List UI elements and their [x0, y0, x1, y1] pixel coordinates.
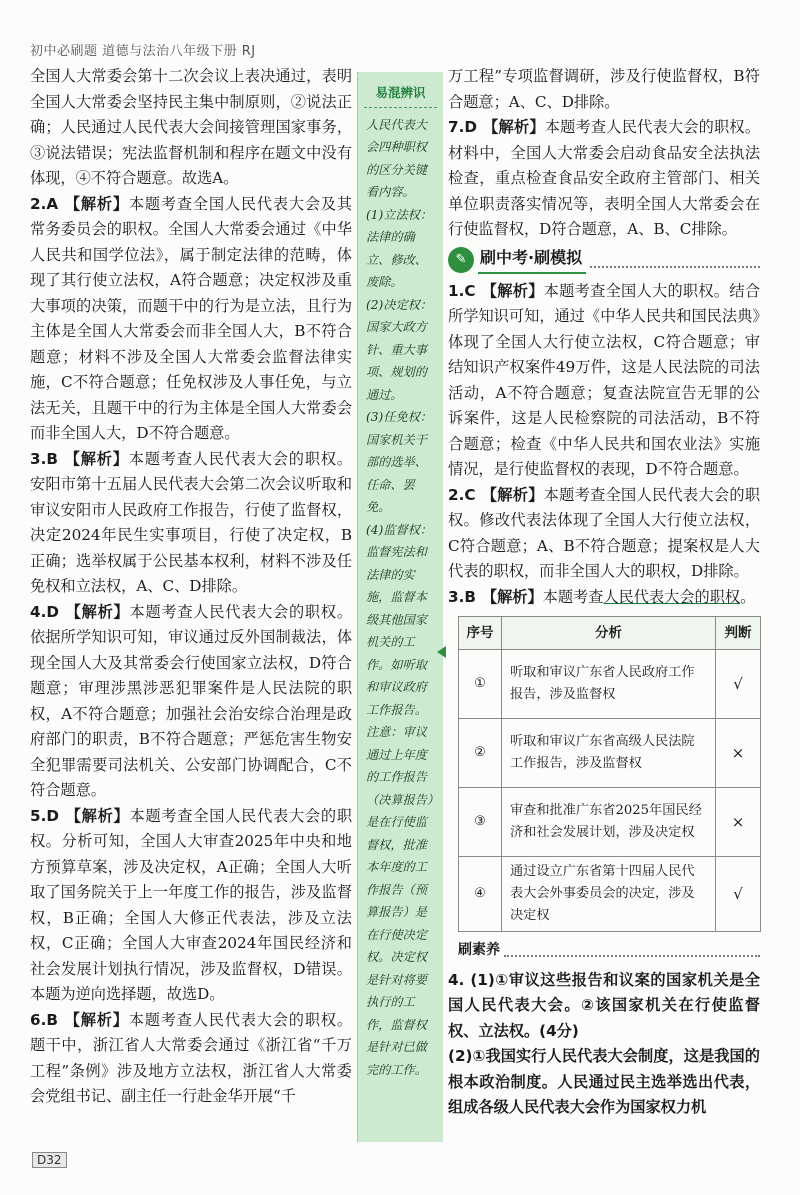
sidebar-title: 易混辨识 [364, 82, 437, 108]
answer-number: 2.C [448, 485, 476, 504]
section-divider [590, 252, 760, 268]
page-number: D32 [32, 1152, 67, 1168]
row-analysis: 通过设立广东省第十四届人民代表大会外事委员会的决定，涉及决定权 [502, 857, 716, 932]
continued-paragraph: 全国人大常委会第十二次会议上表决通过，表明全国人大常委会坚持民主集中制原则，②说法正确；人民通过人民代表大会间接管理国家事务，③说法错误；宪法监督机制和程序在题文中没有体现，④不符合题意。故选A。 [30, 67, 352, 187]
answer-text: 本题考查全国人民代表大会的职权。修改代表法体现了全国人大行使立法权，C符合题意；A、B不符合题意；提案权是人大代表的职权，而非全国人大的职权，D排除。 [448, 485, 761, 580]
answer-item [448, 279, 760, 483]
sidebar-pointer-icon [437, 646, 446, 658]
left-column [30, 64, 352, 1110]
table-header-row [459, 617, 761, 650]
answer-text: 本题考查全国人民代表大会及其常务委员会的职权。全国人大常委会通过《中华人民共和国学位法》，属于制定法律的范畴，体现了其行使立法权，A符合题意；决定权涉及重大事项的决策，而题干中的行为是立法，且行为主体是全国人大常委会而非全国人大，B不符合题意；材料不涉及全国人大常委会监督法律实施，C不符合题意；任免权涉及人事任免，与立法无关，且题干中的行为主体是全国人大常委会而非全国人大，D不符合题意。 [30, 194, 353, 442]
answer-item [30, 804, 352, 1008]
answer-text-part-2: (2)①我国实行人民代表大会制度，这是我国的根本政治制度。人民通过民主选举选出代表，组成各级人民代表大会作为国家权力机 [448, 1047, 760, 1116]
answer-number: 7.D [448, 118, 477, 136]
row-analysis: 审查和批准广东省2025年国民经济和社会发展计划，涉及决定权 [502, 788, 716, 857]
analysis-tag: 【解析】 [481, 587, 543, 606]
answer-number: 3.B [448, 587, 476, 606]
table-row [459, 857, 761, 932]
underlined-text: 人民代表大会的职权 [603, 587, 741, 606]
answer-item [30, 447, 352, 600]
sidebar-line: 人民代表大会四种职权的区分关键看内容。 [366, 117, 427, 199]
row-analysis: 听取和审议广东省人民政府工作报告，涉及监督权 [502, 650, 716, 719]
analysis-tag: 【解析】 [63, 1010, 129, 1029]
section-heading [448, 245, 760, 275]
literacy-heading [458, 938, 760, 964]
section-title: 刷中考·刷模拟 [478, 245, 586, 275]
answer-number: 4. [448, 970, 465, 989]
analysis-tag: 【解析】 [481, 485, 544, 504]
analysis-tag: 【解析】 [482, 118, 545, 136]
answer-text: 本题考查 [542, 587, 604, 606]
answer-text: 本题考查人民代表大会的职权。材料中，全国人大常委会启动食品安全法执法检查，重点检查食品安全政府主管部门、相关单位职责落实情况等，表明全国人大常委会在行使监督权，D符合题意，A、B、C排除。 [448, 118, 761, 238]
answer-item [30, 600, 352, 804]
row-judgement: × [716, 788, 761, 857]
answer-text: 本题考查人民代表大会的职权。安阳市第十五届人民代表大会第二次会议听取和审议安阳市人民政府工作报告，行使了监督权，决定2024年民生实事项目，行使了决定权，B正确；选举权属于公民基本权利，材料不涉及任免权和立法权，A、C、D排除。 [30, 449, 353, 595]
literacy-title: 刷素养 [458, 942, 500, 958]
analysis-tag: 【解析】 [481, 281, 544, 300]
analysis-tag: 【解析】 [64, 194, 129, 213]
answer-item [448, 968, 760, 1045]
answer-number: 6.B [30, 1010, 58, 1029]
row-analysis: 听取和审议广东省高级人民法院工作报告，涉及监督权 [502, 719, 716, 788]
analysis-tag: 【解析】 [64, 602, 130, 621]
answer-item [448, 585, 760, 611]
continued-paragraph: 万工程”专项监督调研，涉及行使监督权，B符合题意；A、C、D排除。 [448, 67, 760, 111]
tip-sidebar [357, 72, 443, 1142]
analysis-table [458, 616, 761, 932]
row-judgement: √ [716, 857, 761, 932]
answer-number: 2.A [30, 194, 59, 213]
table-row [459, 719, 761, 788]
answer-number: 5.D [30, 806, 59, 825]
row-judgement: × [716, 719, 761, 788]
table-header: 分析 [502, 617, 716, 650]
sidebar-line: (4)监督权：监督宪法和法律的实施，监督本级其他国家机关的工作。如听取和审议政府工作报告。注意：审议通过上年度的工作报告（决算报告）是在行使监督权，批准本年度的工作报告（预算报告）是在行使决定权。决定权是针对将要执行的工作，监督权是针对已做完的工作。 [366, 522, 434, 1077]
answer-text: 本题考查全国人民代表大会的职权。分析可知，全国人大审查2025年中央和地方预算草案，涉及决定权，A正确；全国人大听取了国务院关于上一年度工作的报告，涉及监督权，B正确；全国人大修正代表法，涉及立法权，C正确；全国人大审查2024年国民经济和社会发展计划执行情况，涉及监督权，D错误。本题为逆向选择题，故选D。 [30, 806, 353, 1003]
answer-text-part-1: (1)①审议这些报告和议案的国家机关是全国人民代表大会。②该国家机关在行使监督权、立法权。(4分) [448, 970, 760, 1040]
sidebar-line: (1)立法权：法律的确立、修改、废除。 [366, 207, 433, 289]
answer-text: 本题考查人民代表大会的职权。依据所学知识可知，审议通过反外国制裁法，体现全国人大及其常委会行使国家立法权，D符合题意；审理涉黑涉恶犯罪案件是人民法院的职权，A不符合题意；加强社会治安综合治理是政府部门的职责，B不符合题意；严惩危害生物安全犯罪需要司法机关、公安部门协调配合，C不符合题意。 [30, 602, 353, 799]
analysis-tag: 【解析】 [64, 806, 130, 825]
answer-item [30, 1008, 352, 1110]
sidebar-line: (2)决定权：国家大政方针、重大事项、规划的通过。 [366, 297, 433, 402]
answer-number: 1.C [448, 281, 476, 300]
answer-number: 4.D [30, 602, 59, 621]
sidebar-body [358, 114, 443, 1082]
table-header: 序号 [459, 617, 502, 650]
answer-text: 本题考查人民代表大会的职权。题干中，浙江省人大常委会通过《浙江省“千万工程”条例》涉及地方立法权，浙江省人大常委会党组书记、副主任一行赴金华开展“千 [30, 1010, 353, 1105]
sidebar-line: (3)任免权：国家机关干部的选举、任命、罢免。 [366, 410, 433, 514]
answer-item [448, 483, 760, 585]
row-number: ④ [459, 857, 502, 932]
literacy-divider [504, 945, 760, 957]
answer-text: 本题考查全国人大的职权。结合所学知识可知，通过《中华人民共和国民法典》体现了全国人大行使立法权，C符合题意；审结知识产权案件49万件，这是人民法院的司法活动，A不符合题意；复查法院宣告无罪的公诉案件，这是人民检察院的司法活动，B不符合题意；检查《中华人民共和国农业法》实施情况，是行使监督权的表现，D不符合题意。 [448, 281, 761, 478]
analysis-tag: 【解析】 [63, 449, 129, 468]
row-number: ① [459, 650, 502, 719]
table-row [459, 650, 761, 719]
answer-text: 。 [740, 587, 756, 606]
table-row [459, 788, 761, 857]
answer-item [30, 192, 352, 447]
answer-item [448, 115, 760, 243]
row-judgement: √ [716, 650, 761, 719]
right-column [448, 64, 760, 1121]
answer-number: 3.B [30, 449, 58, 468]
running-header: 初中必刷题 道德与法治八年级下册 RJ [30, 44, 256, 59]
row-number: ② [459, 719, 502, 788]
brush-icon: ✎ [448, 247, 474, 273]
row-number: ③ [459, 788, 502, 857]
table-header: 判断 [716, 617, 761, 650]
